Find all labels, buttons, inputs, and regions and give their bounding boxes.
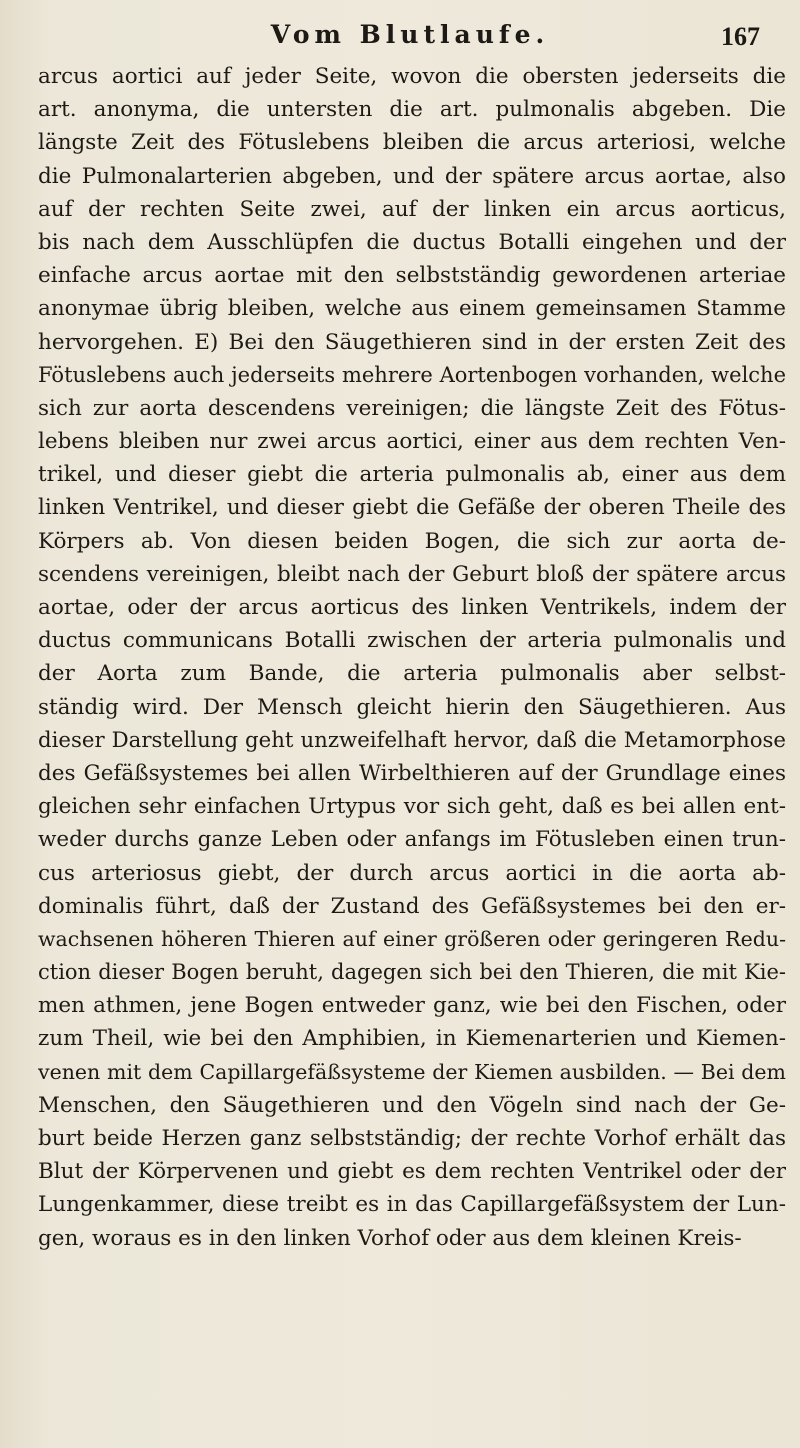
text-line: weder durchs ganze Leben oder anfangs im Fötusleben einen trun- [38, 827, 786, 853]
text-line: die Pulmonalarterien abgeben, und der spätere arcus aortae, also [38, 163, 786, 189]
text-line: dieser Darstellung geht unzweifelhaft hervor, daß die Metamorphose [38, 727, 786, 753]
text-line: dominalis führt, daß der Zustand des Gefäßsystemes bei den er- [38, 893, 786, 919]
text-line: zum Theil, wie bei den Amphibien, in Kiemenarterien und Kiemen- [38, 1026, 786, 1052]
text-line: wachsenen höheren Thieren auf einer größeren oder geringeren Redu- [38, 926, 786, 951]
text-line: längste Zeit des Fötuslebens bleiben die arcus arteriosi, welche [38, 130, 786, 156]
text-line: bis nach dem Ausschlüpfen die ductus Botalli eingehen und der [38, 229, 786, 255]
text-line: trikel, und dieser giebt die arteria pulmonalis ab, einer aus dem [38, 462, 786, 488]
text-line: gen, woraus es in den linken Vorhof oder aus dem kleinen Kreis- [38, 1225, 742, 1251]
text-line: men athmen, jene Bogen entweder ganz, wie bei den Fischen, oder [38, 993, 786, 1019]
text-line: gleichen sehr einfachen Urtypus vor sich geht, daß es bei allen ent- [38, 794, 786, 820]
text-line: ction dieser Bogen beruht, dagegen sich bei den Thieren, die mit Kie- [38, 960, 786, 985]
text-line: scendens vereinigen, bleibt nach der Geburt bloß der spätere arcus [38, 561, 786, 587]
text-line: cus arteriosus giebt, der durch arcus aortici in die aorta ab- [38, 860, 786, 886]
text-line: des Gefäßsystemes bei allen Wirbelthieren auf der Grundlage eines [38, 760, 786, 786]
text-line: ductus communicans Botalli zwischen der arteria pulmonalis und [38, 628, 786, 654]
text-line: venen mit dem Capillargefäßsysteme der Kiemen ausbilden. — Bei dem [38, 1059, 786, 1084]
text-line: Menschen, den Säugethieren und den Vögeln sind nach der Ge- [38, 1092, 786, 1118]
text-line: hervorgehen. E) Bei den Säugethieren sind in der ersten Zeit des [38, 329, 786, 355]
text-line: lebens bleiben nur zwei arcus aortici, einer aus dem rechten Ven- [38, 429, 786, 455]
text-line: der Aorta zum Bande, die arteria pulmonalis aber selbst- [38, 661, 786, 687]
text-line: sich zur aorta descendens vereinigen; die längste Zeit des Fötus- [38, 395, 786, 421]
body-text [38, 60, 786, 1255]
text-line: linken Ventrikel, und dieser giebt die Gefäße der oberen Theile des [38, 495, 786, 521]
page-header [60, 14, 760, 54]
text-line: Körpers ab. Von diesen beiden Bogen, die sich zur aorta de- [38, 528, 786, 554]
text-line: einfache arcus aortae mit den selbstständig gewordenen arteriae [38, 263, 786, 289]
text-line: Fötuslebens auch jederseits mehrere Aortenbogen vorhanden, welche [38, 362, 786, 387]
text-line: art. anonyma, die untersten die art. pulmonalis abgeben. Die [38, 97, 786, 123]
running-head: Vom Blutlaufe. [270, 20, 550, 49]
text-line: Lungenkammer, diese treibt es in das Capillargefäßsystem der Lun- [38, 1192, 786, 1218]
text-line: anonymae übrig bleiben, welche aus einem gemeinsamen Stamme [38, 296, 786, 322]
page-number: 167 [721, 22, 760, 51]
text-line: ständig wird. Der Mensch gleicht hierin den Säugethieren. Aus [38, 694, 786, 720]
text-line: aortae, oder der arcus aorticus des linken Ventrikels, indem der [38, 595, 786, 620]
text-line: burt beide Herzen ganz selbstständig; der rechte Vorhof erhält das [38, 1126, 786, 1151]
text-line: Blut der Körpervenen und giebt es dem rechten Ventrikel oder der [38, 1159, 786, 1185]
text-line: auf der rechten Seite zwei, auf der linken ein arcus aorticus, [38, 196, 786, 222]
text-line: arcus aortici auf jeder Seite, wovon die obersten jederseits die [38, 64, 786, 89]
